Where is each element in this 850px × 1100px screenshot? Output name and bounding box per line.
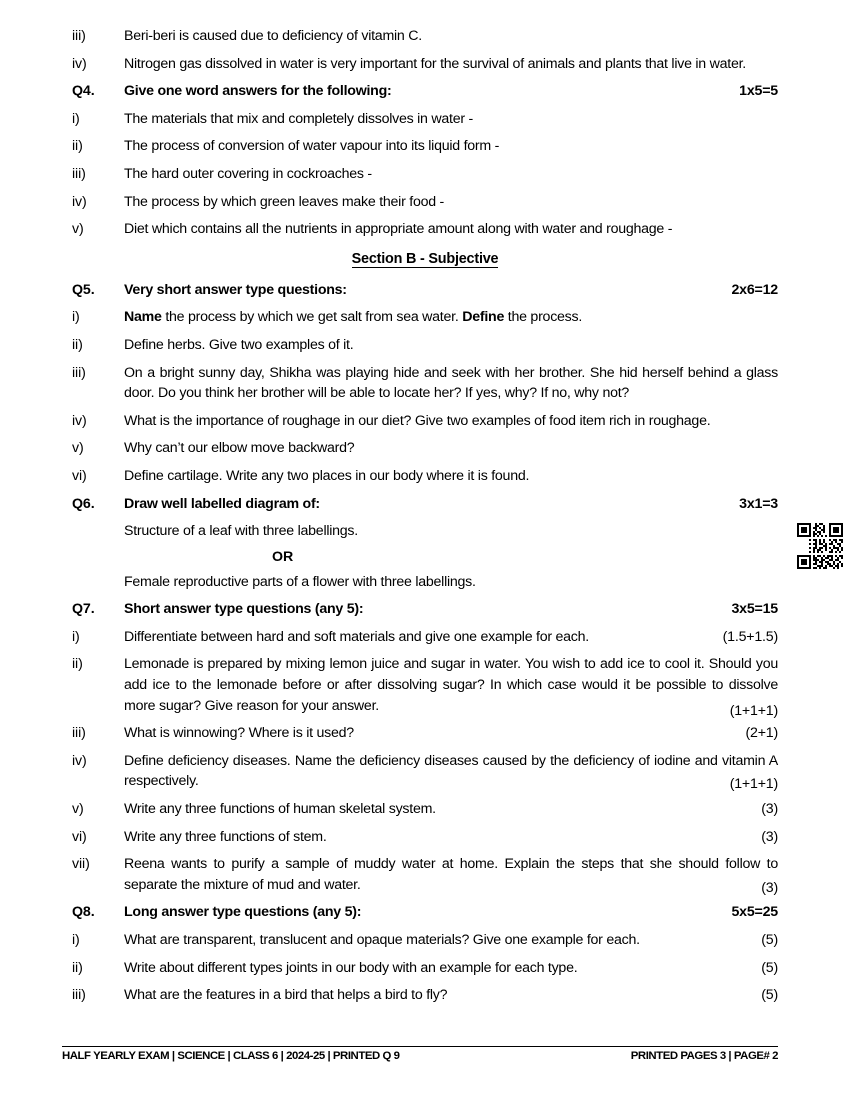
marks-value: 1x5=5 xyxy=(739,83,778,100)
item-label: iv) xyxy=(72,752,87,769)
marks-value: 2x6=12 xyxy=(731,281,778,298)
list-item xyxy=(72,723,778,744)
section-b-heading-text: Section B - Subjective xyxy=(351,250,499,267)
footer-left-text: HALF YEARLY EXAM | SCIENCE | CLASS 6 | 2024-25 | PRINTED Q 9 xyxy=(62,1050,400,1062)
footer-right-text: PRINTED PAGES 3 | PAGE# 2 xyxy=(630,1050,778,1062)
list-item xyxy=(72,799,778,820)
qr-code xyxy=(795,521,845,571)
marks-value: 3x5=15 xyxy=(731,601,778,618)
item-text-content: What are transparent, translucent and opaque materials? Give one example for each. xyxy=(124,932,640,948)
item-text xyxy=(124,985,778,1006)
question-label: Q8. xyxy=(72,904,95,921)
item-text: Beri-beri is caused due to deficiency of vitamin C. xyxy=(124,28,422,44)
item-text: Define cartilage. Write any two places in our body where it is found. xyxy=(124,467,530,484)
item-text: Nitrogen gas dissolved in water is very important for the survival of animals and plants that live in water. xyxy=(124,55,746,72)
list-item xyxy=(72,654,778,720)
list-item xyxy=(72,335,778,356)
question-label: Q4. xyxy=(72,83,95,100)
item-text xyxy=(124,627,778,648)
list-item xyxy=(72,411,778,432)
item-label: vi) xyxy=(72,828,87,845)
page-footer xyxy=(62,1046,778,1062)
list-item xyxy=(72,985,778,1006)
question-title-text: Give one word answers for the following: xyxy=(124,83,392,100)
question-label: Q5. xyxy=(72,281,95,298)
item-marks: (5) xyxy=(761,987,778,1004)
question-title xyxy=(124,280,778,301)
item-label: iv) xyxy=(72,193,87,210)
item-text: Diet which contains all the nutrients in appropriate amount along with water and roughage - xyxy=(124,221,673,238)
item-marks: (5) xyxy=(761,932,778,948)
item-marks: (1+1+1) xyxy=(729,776,778,793)
item-text xyxy=(124,827,778,848)
qr-code-icon xyxy=(795,521,845,571)
item-text xyxy=(124,307,778,328)
item-marks: (5) xyxy=(761,959,778,976)
item-text-bold: Define xyxy=(462,309,505,326)
item-label: iv) xyxy=(72,412,87,429)
item-text-content: Write about different types joints in our body with an example for each type. xyxy=(124,959,578,976)
item-marks: (2+1) xyxy=(745,725,778,742)
list-item xyxy=(72,136,778,157)
item-text xyxy=(124,751,778,792)
list-item xyxy=(72,466,778,487)
item-text-content: What are the features in a bird that helps a bird to fly? xyxy=(124,987,448,1004)
list-item xyxy=(72,854,778,895)
item-label: iii) xyxy=(72,987,86,1004)
question-title xyxy=(124,599,778,620)
list-item xyxy=(72,627,778,648)
item-label: v) xyxy=(72,440,84,457)
question-heading-q8 xyxy=(72,902,778,923)
item-text-content: Reena wants to purify a sample of muddy water at home. Explain the steps that she should follow to separate the mixture of mud and water. xyxy=(124,856,778,893)
list-item xyxy=(72,164,778,185)
item-text: Why can’t our elbow move backward? xyxy=(124,440,355,457)
item-text-content: Define deficiency diseases. Name the deficiency diseases caused by the deficiency of iodine and vitamin A respectively. xyxy=(124,752,778,790)
item-label: i) xyxy=(72,309,80,326)
question-title-text: Long answer type questions (any 5): xyxy=(124,904,362,921)
list-item xyxy=(72,307,778,328)
item-text xyxy=(124,930,778,951)
item-label: iii) xyxy=(72,28,86,44)
question-title-text: Draw well labelled diagram of: xyxy=(124,495,320,512)
item-marks: (1.5+1.5) xyxy=(722,628,778,645)
q6-or-divider: OR xyxy=(272,548,294,565)
list-item xyxy=(72,827,778,848)
list-item xyxy=(72,363,778,404)
list-item xyxy=(72,26,778,47)
item-marks: (1+1+1) xyxy=(729,703,778,720)
question-heading-q6 xyxy=(72,494,778,515)
question-title-text: Very short answer type questions: xyxy=(124,281,347,298)
item-label: iii) xyxy=(72,725,86,742)
item-text: The hard outer covering in cockroaches - xyxy=(124,165,372,182)
section-b-heading xyxy=(72,251,778,267)
list-item xyxy=(72,438,778,459)
question-title xyxy=(124,81,778,102)
question-heading-q5 xyxy=(72,280,778,301)
item-text-content: What is winnowing? Where is it used? xyxy=(124,725,354,742)
item-text-post: the process. xyxy=(504,309,583,326)
item-text: The materials that mix and completely dissolves in water - xyxy=(124,110,473,127)
item-label: vii) xyxy=(72,856,90,873)
question-heading-q4 xyxy=(72,81,778,102)
item-label: iii) xyxy=(72,364,86,381)
item-text-content: Write any three functions of stem. xyxy=(124,828,327,845)
item-text xyxy=(124,723,778,744)
item-text: What is the importance of roughage in our diet? Give two examples of food item rich in roughage. xyxy=(124,412,711,429)
item-text-content: Write any three functions of human skeletal system. xyxy=(124,801,436,818)
question-label: Q6. xyxy=(72,495,95,512)
item-text: The process by which green leaves make their food - xyxy=(124,193,445,210)
question-label: Q7. xyxy=(72,601,95,618)
item-text: The process of conversion of water vapour into its liquid form - xyxy=(124,138,500,155)
item-label: ii) xyxy=(72,138,83,155)
item-text: Define herbs. Give two examples of it. xyxy=(124,336,354,353)
item-text: On a bright sunny day, Shikha was playing hide and seek with her brother. She hid herself behind a glass door. Do you think her brother will be able to locate her? If yes, why? If no, why not? xyxy=(124,364,778,402)
list-item xyxy=(72,219,778,240)
marks-value: 5x5=25 xyxy=(731,904,778,921)
item-label: i) xyxy=(72,110,80,127)
item-label: ii) xyxy=(72,336,83,353)
item-label: vi) xyxy=(72,467,87,484)
item-label: ii) xyxy=(72,656,83,673)
marks-value: 3x1=3 xyxy=(739,495,778,512)
question-paper-content xyxy=(72,26,778,1013)
item-label: iii) xyxy=(72,165,86,182)
list-item xyxy=(72,109,778,130)
list-item xyxy=(72,751,778,792)
item-label: i) xyxy=(72,628,80,645)
question-title-text: Short answer type questions (any 5): xyxy=(124,601,364,618)
item-label: v) xyxy=(72,221,84,238)
item-text-bold: Name xyxy=(124,309,162,326)
item-label: iv) xyxy=(72,55,87,72)
item-marks: (3) xyxy=(761,828,778,845)
question-title xyxy=(124,494,778,515)
item-text-content: Differentiate between hard and soft materials and give one example for each. xyxy=(124,628,589,645)
q6-option-b: Female reproductive parts of a flower with three labellings. xyxy=(124,573,476,590)
q6-option-a: Structure of a leaf with three labellings. xyxy=(124,523,358,540)
list-item xyxy=(72,958,778,979)
item-label: i) xyxy=(72,932,80,948)
list-item xyxy=(72,192,778,213)
question-title xyxy=(124,902,778,923)
item-label: v) xyxy=(72,801,84,818)
item-text-content: Lemonade is prepared by mixing lemon juice and sugar in water. You wish to add ice to cool it. Should you add ice to the lemonade before or after dissolving sugar? In which case would it be possible to dissolve more sugar? Give reason for your answer. xyxy=(124,656,778,714)
item-marks: (3) xyxy=(761,801,778,818)
question-heading-q7 xyxy=(72,599,778,620)
list-item xyxy=(72,930,778,951)
list-item xyxy=(72,54,778,75)
item-text-mid: the process by which we get salt from sea water. xyxy=(161,309,463,326)
item-text xyxy=(124,799,778,820)
item-marks: (3) xyxy=(761,879,778,896)
item-text xyxy=(124,958,778,979)
item-text xyxy=(124,854,778,895)
item-text xyxy=(124,654,778,720)
item-label: ii) xyxy=(72,959,83,976)
